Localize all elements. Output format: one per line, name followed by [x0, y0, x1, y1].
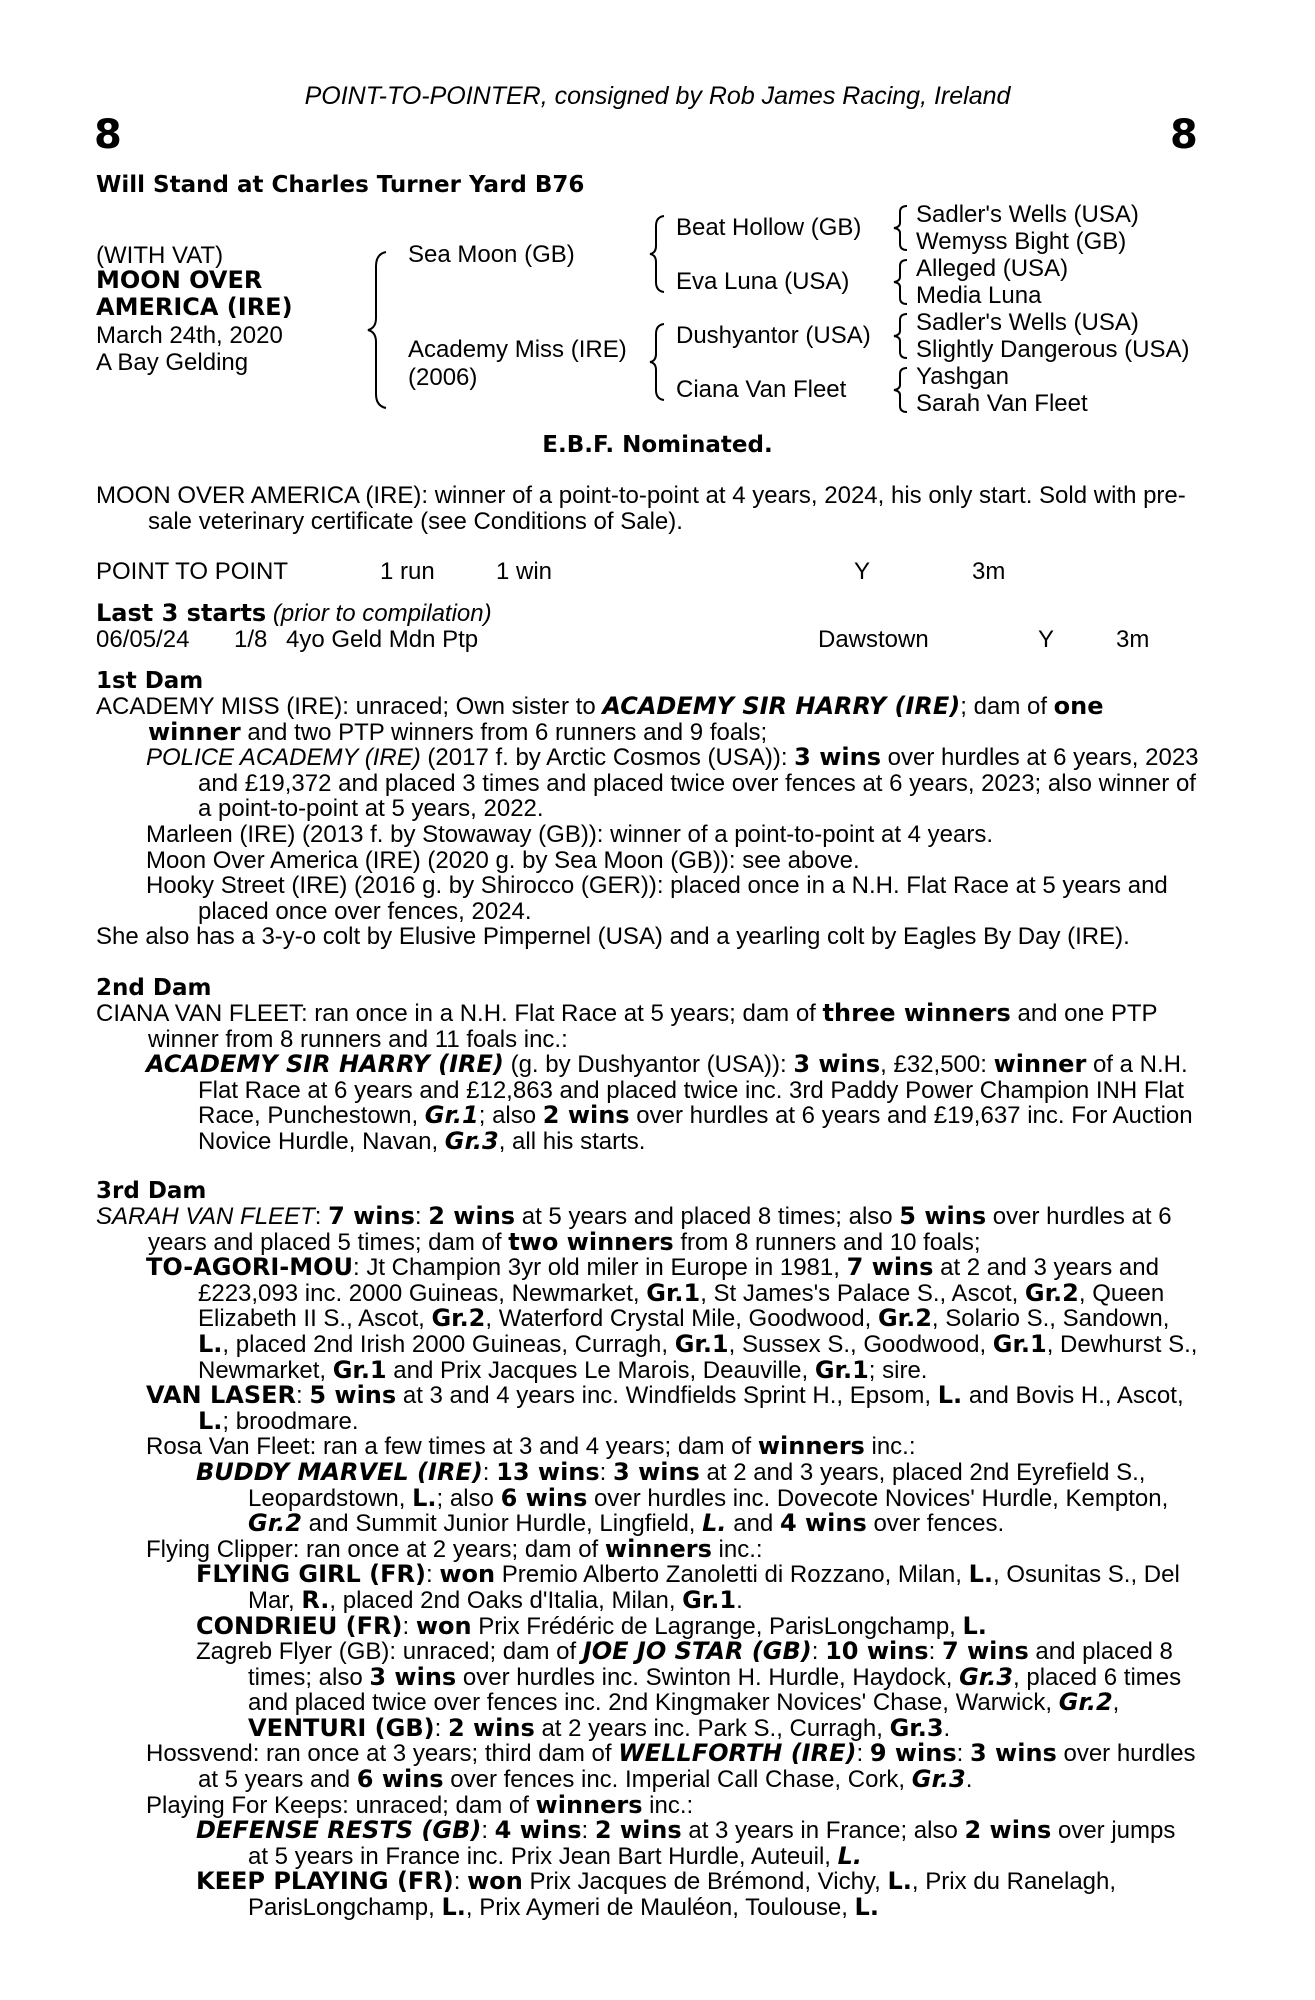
- last3-note: (prior to compilation): [272, 600, 492, 627]
- pedigree-ggs2: Wemyss Bight (GB): [916, 228, 1127, 255]
- lot-number-left: 8: [94, 112, 122, 158]
- produce-buddy-marvel: BUDDY MARVEL (IRE): 13 wins: 3 wins at 2 and 3 years, placed 2nd Eyrefield S., Leopardstown, L.; also 6 wins over hurdles inc. Dovecote Novices' Hurdle, Kempton, Gr.2 and Summit Junior Hurdle, Lingfield, L. and 4 wins over fences.: [196, 1457, 1169, 1538]
- first-dam-also: She also has a 3-y-o colt by Elusive Pimpernel (USA) and a yearling colt by Eagles By Day (IRE).: [96, 923, 1130, 951]
- pedigree-gs2: Eva Luna (USA): [676, 268, 850, 295]
- pedigree-brace-gs2: [892, 258, 910, 306]
- last3-date: 06/05/24: [96, 626, 190, 653]
- last3-position: 1/8: [234, 626, 268, 653]
- pedigree-dam-year: (2006): [408, 364, 478, 391]
- last3-race: 4yo Geld Mdn Ptp: [286, 626, 479, 653]
- pedigree-ggs7: Yashgan: [916, 363, 1009, 390]
- horse-name-line1: MOON OVER: [96, 266, 263, 294]
- third-dam-line: SARAH VAN FLEET: 7 wins: 2 wins at 5 years and placed 8 times; also 5 wins over hurdles at 6 years and placed 5 times; dam of two winners from 8 runners and 10 foals;: [96, 1202, 1172, 1256]
- last3-heading-line: [96, 600, 492, 627]
- horse-sex: A Bay Gelding: [96, 349, 249, 376]
- record-type: POINT TO POINT: [96, 558, 289, 585]
- produce-keep-playing: KEEP PLAYING (FR): won Prix Jacques de Brémond, Vichy, L., Prix du Ranelagh, ParisLongchamp, L., Prix Aymeri de Mauléon, Toulouse, L.: [196, 1867, 1117, 1922]
- summary-name: MOON OVER AMERICA (IRE): [96, 482, 422, 509]
- first-dam-heading: 1st Dam: [96, 668, 204, 694]
- stand-location: Will Stand at Charles Turner Yard B76: [96, 172, 585, 198]
- produce-marleen: Marleen (IRE) (2013 f. by Stowaway (GB)): winner of a point-to-point at 4 years.: [146, 820, 994, 848]
- produce-academy-sir-harry: ACADEMY SIR HARRY (IRE) (g. by Dushyantor (USA)): 3 wins, £32,500: winner of a N.H. Flat Race at 6 years and £12,863 and placed twice inc. 3rd Paddy Power Champion INH Flat Race, Punchestown, Gr.1; also 2 wins over hurdles at 6 years and £19,637 inc. For Auction Novice Hurdle, Navan, Gr.3, all his starts.: [146, 1050, 1193, 1155]
- produce-police-academy: POLICE ACADEMY (IRE) (2017 f. by Arctic Cosmos (USA)): 3 wins over hurdles at 6 years, 2023 and £19,372 and placed 3 times and placed twice over fences at 6 years, 2023; also winner of a point-to-point at 5 years, 2022.: [146, 743, 1199, 823]
- lot-number-right: 8: [1170, 112, 1198, 158]
- horse-name-line2: AMERICA (IRE): [96, 293, 293, 321]
- produce-playing-for-keeps: Playing For Keeps: unraced; dam of winners inc.:: [146, 1790, 694, 1819]
- pedigree-brace-gs4: [892, 366, 910, 414]
- summary-text: : winner of a point-to-point at 4 years, 2024, his only start. Sold with pre-sale veterinary certificate (see Conditions of Sale).: [148, 482, 1186, 535]
- pedigree-gs1: Beat Hollow (GB): [676, 214, 862, 241]
- pedigree-brace-gs1: [892, 204, 910, 252]
- horse-dob: March 24th, 2020: [96, 322, 283, 349]
- pedigree-brace-main: [366, 250, 396, 410]
- last3-going: Y: [1038, 626, 1055, 653]
- first-dam-line: ACADEMY MISS (IRE): unraced; Own sister to ACADEMY SIR HARRY (IRE); dam of one winner and two PTP winners from 6 runners and 9 foals;: [96, 692, 1104, 746]
- second-dam-section: [96, 975, 1200, 1155]
- produce-zagreb-flyer: Zagreb Flyer (GB): unraced; dam of JOE JO STAR (GB): 10 wins: 7 wins and placed 8 times; also 3 wins over hurdles inc. Swinton H. Hurdle, Haydock, Gr.3, placed 6 times and placed twice over fences inc. 2nd Kingmaker Novices' Chase, Warwick, Gr.2, VENTURI (GB): 2 wins at 2 years inc. Park S., Curragh, Gr.3.: [196, 1637, 1182, 1742]
- record-runs: 1 run: [380, 558, 435, 585]
- pedigree-ggs3: Alleged (USA): [916, 255, 1069, 282]
- produce-flying-girl: FLYING GIRL (FR): won Premio Alberto Zanoletti di Rozzano, Milan, L., Osunitas S., Del Mar, R., placed 2nd Oaks d'Italia, Milan, Gr.1.: [196, 1560, 1180, 1614]
- produce-defense-rests: DEFENSE RESTS (GB): 4 wins: 2 wins at 3 years in France; also 2 wins over jumps at 5 years in France inc. Prix Jean Bart Hurdle, Auteuil, L.: [196, 1816, 1176, 1870]
- produce-van-laser: VAN LASER: 5 wins at 3 and 4 years inc. Windfields Sprint H., Epsom, L. and Bovis H., Ascot, L.; broodmare.: [146, 1381, 1184, 1435]
- pedigree-brace-gs3: [892, 312, 910, 360]
- third-dam-section: [96, 1178, 1200, 1921]
- summary: [96, 483, 1200, 534]
- pedigree-ggs4: Media Luna: [916, 282, 1042, 309]
- second-dam-line: CIANA VAN FLEET: ran once in a N.H. Flat Race at 5 years; dam of three winners and one PTP winner from 8 runners and 11 foals inc.:: [96, 999, 1158, 1053]
- third-dam-heading: 3rd Dam: [96, 1178, 207, 1204]
- first-dam-section: [96, 668, 1200, 950]
- vat-note: (WITH VAT): [96, 242, 224, 269]
- produce-condrieu: CONDRIEU (FR): won Prix Frédéric de Lagrange, ParisLongchamp, L.: [196, 1611, 987, 1640]
- pedigree-ggs5: Sadler's Wells (USA): [916, 309, 1139, 336]
- produce-hossvend: Hossvend: ran once at 3 years; third dam of WELLFORTH (IRE): 9 wins: 3 wins over hurdles at 5 years and 6 wins over fences inc. Imperial Call Chase, Cork, Gr.3.: [146, 1739, 1196, 1794]
- pedigree-gs4: Ciana Van Fleet: [676, 376, 847, 403]
- ebf-nomination: E.B.F. Nominated.: [542, 432, 773, 458]
- record-going: Y: [854, 558, 871, 585]
- record-wins: 1 win: [496, 558, 553, 585]
- produce-flying-clipper: Flying Clipper: ran once at 2 years; dam of winners inc.:: [146, 1534, 763, 1563]
- pedigree-ggs8: Sarah Van Fleet: [916, 390, 1088, 417]
- pedigree-gs3: Dushyantor (USA): [676, 322, 871, 349]
- pedigree-brace-sire: [648, 214, 668, 294]
- consignor-title: POINT-TO-POINTER, consigned by Rob James Racing, Ireland: [304, 82, 1011, 110]
- last3-heading: Last 3 starts: [96, 599, 267, 627]
- last3-distance: 3m: [1116, 626, 1150, 653]
- pedigree-brace-dam: [648, 322, 668, 402]
- produce-rosa-van-fleet: Rosa Van Fleet: ran a few times at 3 and 4 years; dam of winners inc.:: [146, 1432, 916, 1461]
- produce-hooky-street: Hooky Street (IRE) (2016 g. by Shirocco (GER)): placed once in a N.H. Flat Race at 5 years and placed once over fences, 2024.: [146, 872, 1168, 925]
- pedigree-dam: Academy Miss (IRE): [408, 336, 627, 363]
- second-dam-heading: 2nd Dam: [96, 975, 212, 1001]
- last3-course: Dawstown: [818, 626, 929, 653]
- pedigree-ggs1: Sadler's Wells (USA): [916, 201, 1139, 228]
- pedigree-ggs6: Slightly Dangerous (USA): [916, 336, 1190, 363]
- produce-to-agori-mou: TO-AGORI-MOU: Jt Champion 3yr old miler in Europe in 1981, 7 wins at 2 and 3 years and £223,093 inc. 2000 Guineas, Newmarket, Gr.1, St James's Palace S., Ascot, Gr.2, Queen Elizabeth II S., Ascot, Gr.2, Waterford Crystal Mile, Goodwood, Gr.2, Solario S., Sandown, L., placed 2nd Irish 2000 Guineas, Curragh, Gr.1, Sussex S., Goodwood, Gr.1, Dewhurst S., Newmarket, Gr.1 and Prix Jacques Le Marois, Deauville, Gr.1; sire.: [146, 1253, 1198, 1384]
- produce-moon-over-america: Moon Over America (IRE) (2020 g. by Sea Moon (GB)): see above.: [146, 846, 860, 874]
- pedigree-sire: Sea Moon (GB): [408, 241, 575, 268]
- record-distance: 3m: [972, 558, 1006, 585]
- link-academy-sir-harry: ACADEMY SIR HARRY (IRE): [602, 692, 961, 720]
